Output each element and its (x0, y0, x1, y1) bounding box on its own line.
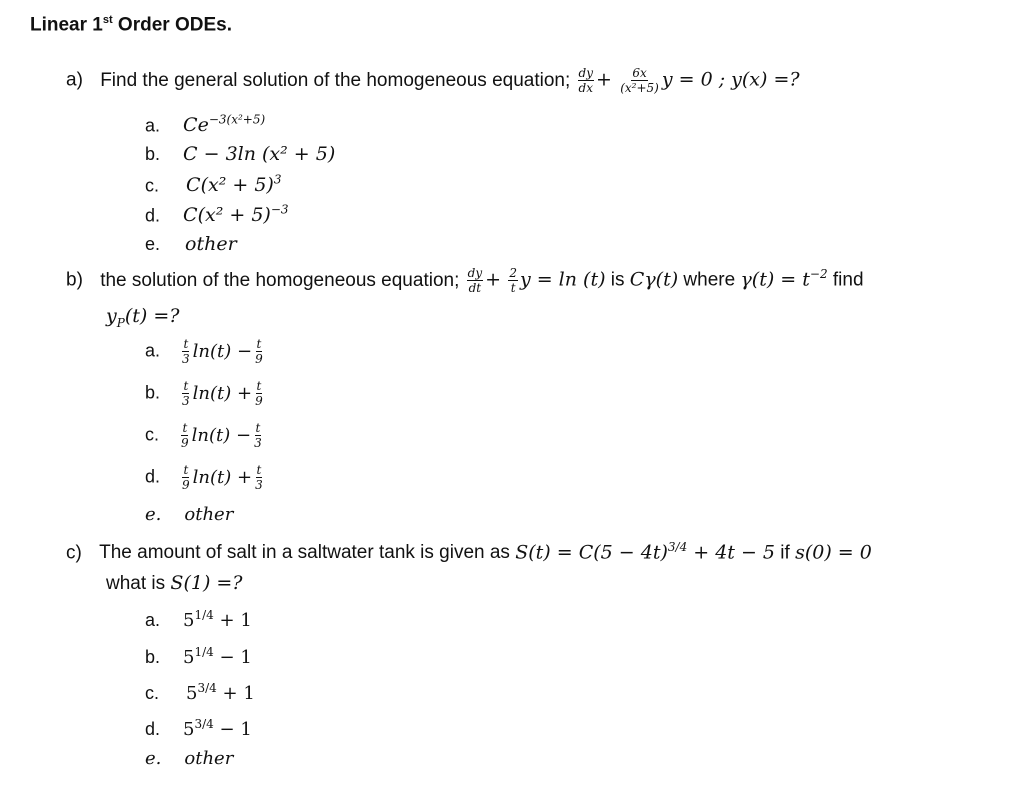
option-b-a[interactable] (145, 337, 266, 366)
fraction-denominator: dx (578, 81, 593, 95)
if-text: if (775, 542, 796, 564)
question-b-label: b) (66, 269, 83, 291)
exponent-denominator: 4 (679, 540, 688, 554)
option-math: C − 3ln (x² + 5) (183, 143, 336, 165)
question-a-prompt: Find the general solution of the homogeneous equation; (100, 69, 571, 91)
fraction-denominator: 9 (182, 478, 190, 492)
question-b (66, 266, 864, 295)
option-b-b[interactable] (145, 379, 266, 408)
option-math: other (184, 504, 234, 525)
option-superscript: −3 (270, 203, 289, 217)
fraction-numerator: t (256, 379, 262, 393)
coefficient-fraction (619, 66, 660, 95)
fraction-denominator: 3 (182, 394, 190, 408)
question-c-line2 (106, 572, 243, 595)
gamma-definition: γ(t) = t (740, 268, 810, 291)
option-b-d[interactable] (145, 463, 266, 492)
fraction-numerator: dy (578, 66, 594, 80)
where-text: where (678, 269, 741, 291)
option-letter: c. (145, 424, 160, 445)
exponent-denominator: 4 (206, 645, 214, 659)
exponent-numerator: 3 (194, 717, 203, 731)
is-text: is (605, 269, 630, 291)
exponent-denominator: 4 (206, 608, 214, 622)
option-math: C(x² + 5) (186, 174, 274, 197)
fraction-numerator: t (256, 337, 262, 351)
option-letter: e. (145, 748, 162, 769)
option-math: other (185, 233, 237, 255)
exponent-numerator: 3 (197, 681, 206, 695)
question-c-prompt: The amount of salt in a saltwater tank is given as (99, 542, 510, 564)
fraction-denominator: 9 (255, 394, 263, 408)
option-tail: + 1 (213, 610, 252, 631)
option-letter: c. (145, 175, 160, 196)
target-value: S(1) =? (170, 572, 243, 594)
plus-sign: + (596, 68, 612, 91)
gamma-exponent: −2 (809, 267, 828, 282)
question-b-prompt: the solution of the homogeneous equation; (100, 269, 460, 291)
question-c-label: c) (66, 542, 82, 564)
option-c-e[interactable] (145, 748, 233, 769)
option-a-d[interactable] (145, 203, 289, 226)
option-a-a[interactable] (145, 113, 265, 136)
option-math: ln(t) − (192, 340, 253, 362)
plus-sign: + (485, 268, 502, 291)
option-b-e[interactable] (145, 504, 233, 525)
fraction-denominator: 3 (255, 478, 263, 492)
option-math: other (184, 748, 234, 769)
option-letter: e. (145, 234, 161, 254)
option-a-e[interactable] (145, 233, 237, 255)
option-tail: − 1 (213, 647, 252, 668)
option-tail: − 1 (213, 719, 252, 740)
fraction-denominator: 9 (255, 352, 263, 366)
question-b-target (106, 305, 179, 330)
option-a-b[interactable] (145, 143, 335, 165)
option-a-c[interactable] (145, 173, 281, 196)
question-a-label: a) (66, 69, 83, 91)
equation-tail: y = 0 ; y(x) =? (661, 68, 800, 91)
exponent-denominator: 4 (206, 717, 214, 731)
exponent-numerator: 1 (194, 608, 203, 622)
option-letter: d. (145, 205, 161, 226)
question-c: c) The amount of salt in a saltwater tank is given as $S(t) = C(5 - 4t)^{3/4} + 4t - 5$ if s(0) = 0 (66, 540, 872, 564)
question-a (66, 66, 800, 95)
option-c-b[interactable]: b. $5^{1/4} - 1$ (145, 645, 252, 668)
option-base: 5 (183, 610, 195, 631)
option-letter: d. (145, 466, 161, 487)
option-base: 5 (183, 647, 195, 668)
fraction-denominator: dt (468, 281, 482, 295)
fraction-denominator: t (510, 281, 516, 295)
option-letter: e. (145, 504, 162, 525)
derivative-fraction (467, 266, 483, 295)
exponent-numerator: 3 (667, 540, 676, 554)
fraction-numerator: t (256, 463, 262, 477)
option-c-a[interactable]: a. $5^{1/4} + 1$ (145, 608, 252, 631)
option-b-c[interactable] (145, 421, 265, 450)
initial-condition: s(0) = 0 (795, 541, 872, 564)
option-c-c[interactable]: c. $5^{3/4} + 1$ (145, 681, 255, 704)
option-math: C(x² + 5) (183, 204, 271, 227)
option-tail: + 1 (216, 683, 255, 704)
yp-subscript: P (116, 315, 125, 330)
fraction-numerator: 6x (632, 66, 647, 80)
option-superscript: −3(x²+5) (208, 113, 266, 127)
option-letter: b. (145, 382, 161, 403)
c-gamma: Cγ(t) (629, 268, 679, 291)
option-letter: a. (145, 610, 161, 630)
exponent-numerator: 1 (194, 645, 203, 659)
option-letter: a. (145, 340, 161, 361)
what-is-text: what is (106, 573, 171, 594)
option-math: ln(t) + (192, 466, 253, 488)
fraction-numerator: t (183, 463, 189, 477)
option-letter: c. (145, 683, 160, 703)
derivative-fraction (578, 66, 594, 95)
option-math: ln(t) + (192, 382, 253, 404)
equation-mid: y = ln (t) (519, 268, 606, 291)
option-math: ln(t) − (191, 424, 252, 446)
option-base: 5 (186, 683, 198, 704)
option-letter: b. (145, 647, 161, 667)
page-title (30, 14, 232, 36)
title-text: Linear 1 (30, 14, 103, 36)
fraction-denominator: 9 (181, 436, 189, 450)
option-math: Ce (183, 114, 209, 137)
fraction-numerator: t (255, 421, 261, 435)
option-letter: b. (145, 144, 161, 164)
fraction-numerator: dy (467, 266, 483, 280)
find-text: find (827, 269, 864, 291)
fraction-numerator: 2 (509, 266, 517, 280)
fraction-numerator: t (183, 337, 189, 351)
option-c-d[interactable]: d. $5^{3/4} - 1$ (145, 717, 252, 740)
fraction-denominator: (x²+5) (620, 81, 659, 95)
coefficient-fraction (508, 266, 518, 295)
salt-equation: S(t) = C(5 − 4t) (515, 541, 668, 564)
fraction-numerator: t (183, 379, 189, 393)
fraction-numerator: t (182, 421, 188, 435)
fraction-denominator: 3 (182, 352, 190, 366)
option-base: 5 (183, 719, 195, 740)
exponent-denominator: 4 (209, 681, 217, 695)
yp-tail: (t) =? (124, 305, 180, 327)
option-letter: a. (145, 115, 161, 136)
salt-equation-tail: + 4t − 5 (687, 541, 776, 564)
title-rest: Order ODEs. (112, 14, 232, 36)
yp-symbol: y (106, 305, 117, 327)
fraction-denominator: 3 (254, 436, 262, 450)
option-letter: d. (145, 719, 161, 739)
title-superscript: st (102, 14, 113, 26)
option-superscript: 3 (273, 173, 282, 187)
